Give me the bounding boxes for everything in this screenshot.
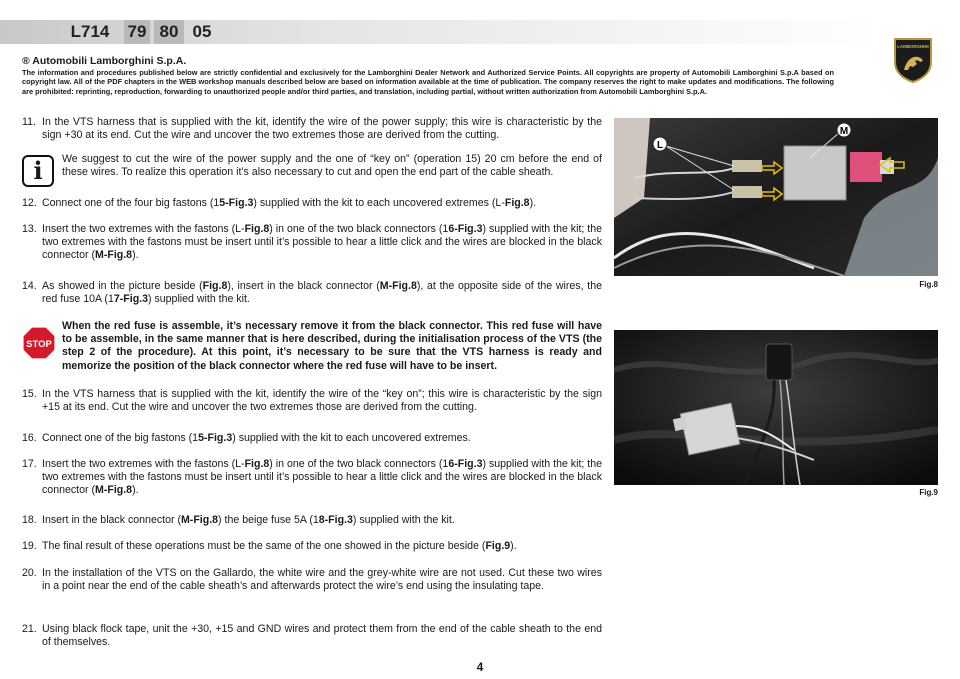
figure-9-caption: Fig.9 xyxy=(919,488,938,497)
figure-8-label-m: M xyxy=(839,126,849,137)
step-17 xyxy=(22,458,602,498)
step-text: Insert in the black connector (M-Fig.8) the beige fuse 5A (18-Fig.3) supplied with the kit. xyxy=(42,514,455,526)
figure-8-photo xyxy=(614,118,938,276)
header-code-model: L714 xyxy=(70,22,110,41)
step-12 xyxy=(22,197,602,210)
step-number: 19. xyxy=(22,540,37,552)
step-21 xyxy=(22,623,602,649)
step-text: As showed in the picture beside (Fig.8), insert in the black connector (M-Fig.8), at the opposite side of the wires, the red fuse 10A (17-Fig.3) supplied with the kit. xyxy=(42,280,602,306)
step-13 xyxy=(22,223,602,263)
step-text: Connect one of the big fastons (15-Fig.3) supplied with the kit to each uncovered extremes. xyxy=(42,432,471,444)
info-note-text: We suggest to cut the wire of the power supply and the one of “key on” (operation 15) 20 cm before the end of these wires. To realize this operation it’s also necessary to cut and open the end part of the cable sheath. xyxy=(62,153,602,179)
step-text: Insert the two extremes with the fastons (L-Fig.8) in one of the two black connectors (16-Fig.3) supplied with the kit; the two extremes with the fastons must be insert until it’s possible to hear a little click and the wires are blocked in the black connector (M-Fig.8). xyxy=(42,458,603,497)
step-text: Insert the two extremes with the fastons (L-Fig.8) in one of the two black connectors (16-Fig.3) supplied with the kit; the two extremes with the fastons must be insert until it’s possible to hear a little click and the wires are blocked in the black connector (M-Fig.8). xyxy=(42,223,603,262)
step-11 xyxy=(22,116,602,142)
step-19 xyxy=(22,540,602,553)
copyright-notice xyxy=(22,55,834,96)
header-code-section: 05 xyxy=(192,22,212,41)
figure-8-label-l: L xyxy=(656,140,664,151)
page-number: 4 xyxy=(476,660,484,674)
stop-sign-icon xyxy=(22,326,56,360)
header-code-subgroup: 80 xyxy=(154,20,184,44)
step-18 xyxy=(22,514,602,527)
step-number: 12. xyxy=(22,197,37,209)
step-16 xyxy=(22,432,602,445)
step-14 xyxy=(22,280,602,306)
lamborghini-shield-icon xyxy=(892,36,934,84)
figure-8-illustration xyxy=(614,118,938,276)
step-number: 13. xyxy=(22,223,37,235)
step-number: 21. xyxy=(22,623,37,635)
figure-9-illustration xyxy=(614,330,938,485)
step-text: Using black flock tape, unit the +30, +15 and GND wires and protect them from the end of the cable sheath to the end of themselves. xyxy=(42,623,602,649)
step-number: 15. xyxy=(22,388,37,400)
step-number: 11. xyxy=(22,116,36,128)
copyright-title: ® Automobili Lamborghini S.p.A. xyxy=(22,55,187,67)
header-code-group: 79 xyxy=(124,20,150,44)
stop-warning-text: When the red fuse is assemble, it’s necessary remove it from the black connector. This red fuse will have to be assemble, in the same manner that is here described, during the initialisation process of the VTS (the step 2 of the procedure). At this point, it’s necessary to be sure that the VTS harness is ready and memorize the position of the black connector where the red fuse will have to be insert. xyxy=(62,320,602,372)
step-text: Connect one of the four big fastons (15-Fig.3) supplied with the kit to each uncovered extremes (L-Fig.8). xyxy=(42,197,537,209)
step-text: In the VTS harness that is supplied with the kit, identify the wire of the “key on”; this wire is characteristic by the sign +15 at its end. Cut the wire and uncover the two extremes those are derived from the cutting. xyxy=(42,388,602,414)
info-icon: i xyxy=(22,155,54,187)
figure-8-caption: Fig.8 xyxy=(919,280,938,289)
step-20 xyxy=(22,567,602,593)
step-text: The final result of these operations must be the same of the one showed in the picture beside (Fig.9). xyxy=(42,540,517,552)
step-number: 18. xyxy=(22,514,37,526)
step-number: 16. xyxy=(22,432,37,444)
step-15 xyxy=(22,388,602,414)
step-number: 20. xyxy=(22,567,37,579)
info-note xyxy=(22,153,602,186)
svg-text:STOP: STOP xyxy=(26,339,52,350)
logo-text: LAMBORGHINI xyxy=(897,44,929,49)
step-text: In the installation of the VTS on the Gallardo, the white wire and the grey-white wire are not used. Cut these two wires in a point near the end of the cable sheath’s and afterwards protect the wire’s end using the insulating tape. xyxy=(42,567,602,593)
step-number: 14. xyxy=(22,280,37,292)
figure-9-photo xyxy=(614,330,938,485)
copyright-text: The information and procedures published below are strictly confidential and exclusively for the Lamborghini Dealer Network and Authorized Service Points. All copyrights are property of Automobili Lamborghini S.p.A based on copyright law. All of the PDF chapters in the WEB workshop manuals described below are based on information available at the time of publication. The company reserves the right to make updates and modifications. The following are prohibited: reprinting, reproduction, forwarding to unauthorized people and/or third parties, and translation, including partial, without written authorization from Automobili Lamborghini S.p.A. xyxy=(22,68,834,96)
step-text: In the VTS harness that is supplied with the kit, identify the wire of the power supply; this wire is characteristic by the sign +30 at its end. Cut the wire and uncover the two extremes those are derived from the cutting. xyxy=(42,116,602,142)
stop-warning xyxy=(22,320,602,373)
step-number: 17. xyxy=(22,458,37,470)
